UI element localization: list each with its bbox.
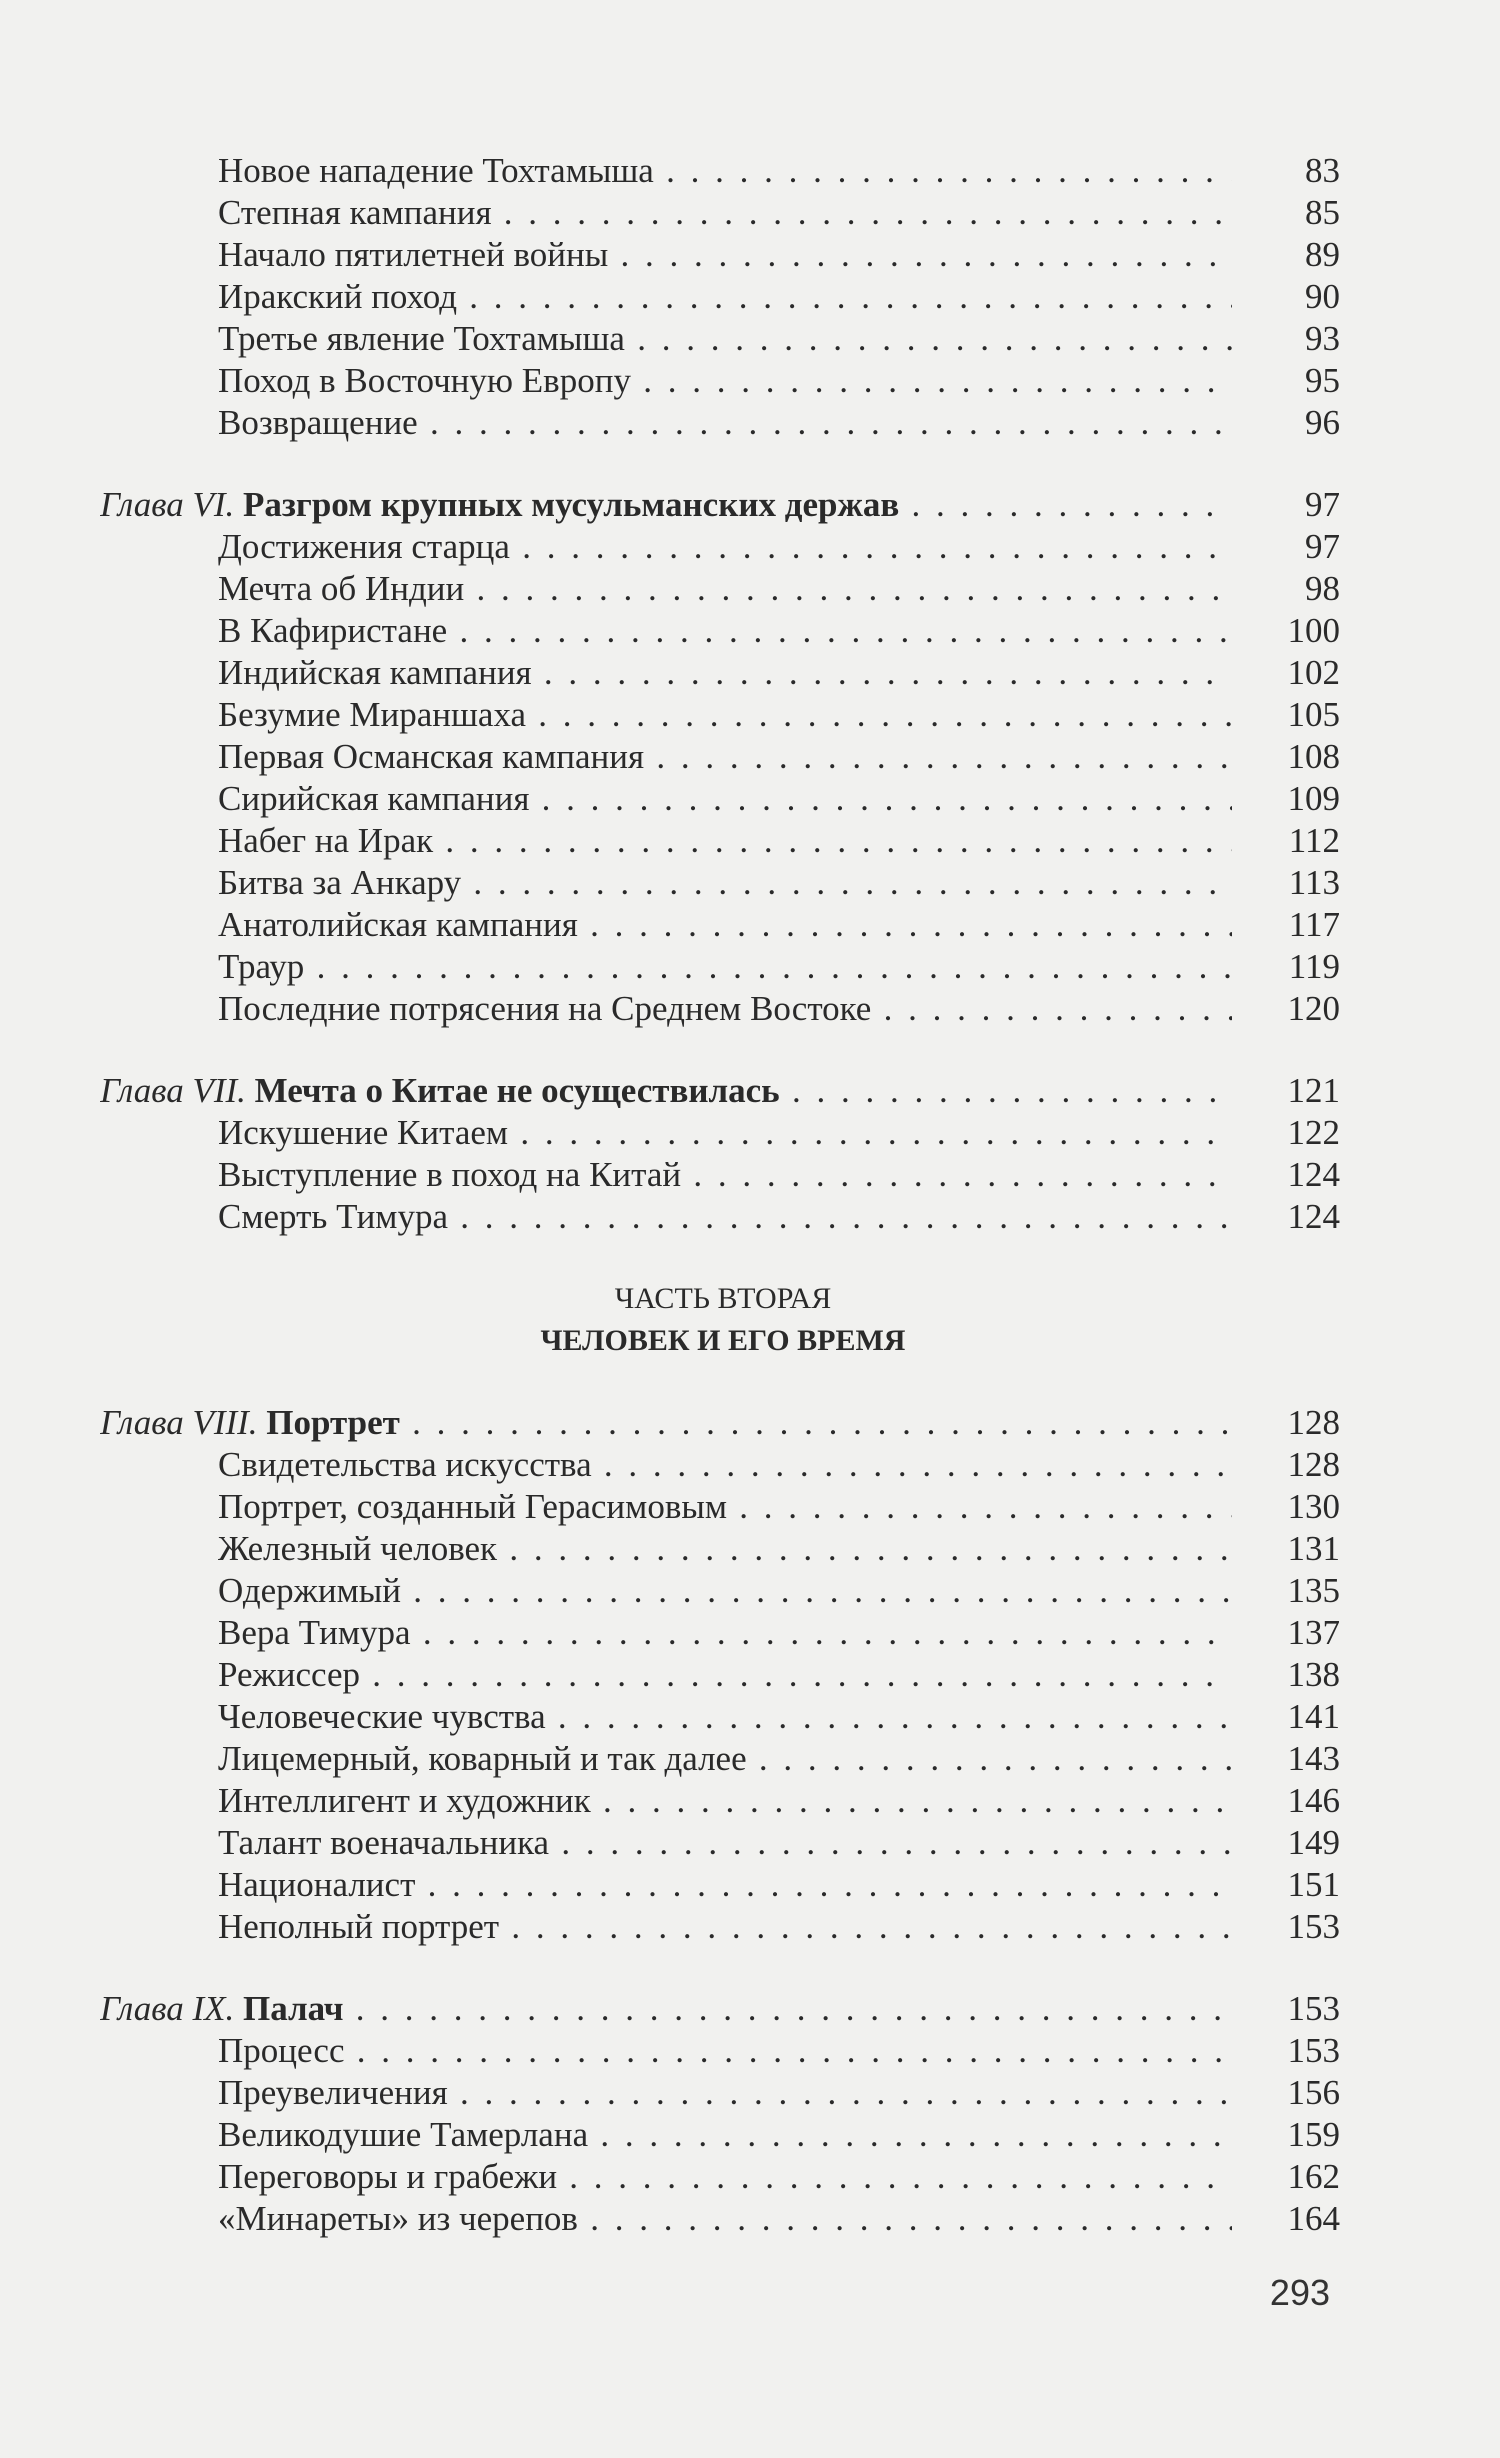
page-number: 119 <box>1288 947 1340 986</box>
chapter-prefix: Глава VII. <box>100 1071 246 1110</box>
page-number: 135 <box>1287 1571 1340 1610</box>
toc-entry <box>100 568 1340 610</box>
entry-title: Искушение Китаем <box>218 1113 509 1152</box>
page-number: 83 <box>1305 151 1340 190</box>
toc-entry <box>100 1654 1340 1696</box>
toc-entry <box>100 1570 1340 1612</box>
toc-entry <box>100 192 1340 234</box>
toc-entry <box>100 1780 1340 1822</box>
entry-title: В Кафиристане <box>218 611 448 650</box>
entry-title: Траур <box>218 947 305 986</box>
entry-title: Иракский поход <box>218 277 458 316</box>
page-number: 95 <box>1305 361 1340 400</box>
toc-entry <box>100 904 1340 946</box>
page-number: 105 <box>1287 695 1340 734</box>
entry-title: Вера Тимура <box>218 1613 411 1652</box>
page-number: 100 <box>1287 611 1340 650</box>
part-title: ЧЕЛОВЕК И ЕГО ВРЕМЯ <box>540 1324 906 1357</box>
entry-title: Железный человек <box>218 1529 498 1568</box>
page-number: 153 <box>1287 1989 1340 2028</box>
entry-title: Талант военачальника <box>218 1823 550 1862</box>
entry-title: Человеческие чувства <box>218 1697 546 1736</box>
page-number: 90 <box>1305 277 1340 316</box>
page-number: 113 <box>1288 863 1340 902</box>
page-number: 156 <box>1287 2073 1340 2112</box>
toc-entry <box>100 736 1340 778</box>
toc-entry <box>100 1196 1340 1238</box>
page-number: 109 <box>1287 779 1340 818</box>
toc-entry <box>100 2114 1340 2156</box>
entry-title: Индийская кампания <box>218 653 532 692</box>
entry-title: Набег на Ирак <box>218 821 434 860</box>
toc-entry <box>100 2072 1340 2114</box>
toc-entry <box>100 1906 1340 1948</box>
toc-entry <box>100 2030 1340 2072</box>
page-number: 98 <box>1305 569 1340 608</box>
page-number: 131 <box>1287 1529 1340 1568</box>
page-number: 117 <box>1288 905 1340 944</box>
page-number: 93 <box>1305 319 1340 358</box>
part-label: ЧАСТЬ ВТОРАЯ <box>614 1282 832 1315</box>
chapter-prefix: Глава IX. <box>100 1989 235 2028</box>
chapter-heading <box>100 1070 1340 1112</box>
page-number: 128 <box>1287 1445 1340 1484</box>
page-number: 153 <box>1287 2031 1340 2070</box>
page-folio: 293 <box>1269 2272 1330 2313</box>
entry-title: Режиссер <box>218 1655 360 1694</box>
page-number: 108 <box>1287 737 1340 776</box>
entry-title: Переговоры и грабежи <box>218 2157 558 2196</box>
chapter-title: Разгром крупных мусульманских держав <box>242 485 900 524</box>
entry-title: Одержимый <box>218 1571 401 1610</box>
page-number: 112 <box>1288 821 1340 860</box>
toc-group <box>100 150 1340 444</box>
chapter-title: Палач <box>242 1989 344 2028</box>
toc-entry <box>100 402 1340 444</box>
entry-title: Великодушие Тамерлана <box>218 2115 589 2154</box>
page-number: 97 <box>1305 527 1340 566</box>
chapter-heading <box>100 1988 1340 2030</box>
page-number: 89 <box>1305 235 1340 274</box>
chapter-prefix: Глава VI. <box>100 485 235 524</box>
page-number: 146 <box>1287 1781 1340 1820</box>
entry-title: Степная кампания <box>218 193 492 232</box>
toc-entry <box>100 150 1340 192</box>
entry-title: Безумие Мираншаха <box>218 695 527 734</box>
page-number: 137 <box>1287 1613 1340 1652</box>
chapter-title: Портрет <box>266 1403 400 1442</box>
page-number: 151 <box>1287 1865 1340 1904</box>
toc-entry <box>100 526 1340 568</box>
table-of-contents <box>100 150 1340 2240</box>
entry-title: Интеллигент и художник <box>218 1781 591 1820</box>
entry-title: Смерть Тимура <box>218 1197 448 1236</box>
entry-title: Процесс <box>218 2031 345 2070</box>
toc-group <box>100 2030 1340 2240</box>
page-number: 102 <box>1287 653 1340 692</box>
toc-group <box>100 1112 1340 1238</box>
toc-entry <box>100 1486 1340 1528</box>
toc-entry <box>100 652 1340 694</box>
toc-entry <box>100 1612 1340 1654</box>
entry-title: Портрет, созданный Герасимовым <box>218 1487 728 1526</box>
toc-entry <box>100 1738 1340 1780</box>
toc-entry <box>100 946 1340 988</box>
chapter-prefix: Глава VIII. <box>100 1403 258 1442</box>
toc-entry <box>100 1822 1340 1864</box>
page-number: 138 <box>1287 1655 1340 1694</box>
toc-entry <box>100 1444 1340 1486</box>
toc-entry <box>100 778 1340 820</box>
toc-entry <box>100 820 1340 862</box>
toc-entry <box>100 2198 1340 2240</box>
chapter-heading <box>100 484 1340 526</box>
page-number: 128 <box>1287 1403 1340 1442</box>
page-number: 85 <box>1305 193 1340 232</box>
entry-title: Националист <box>218 1865 416 1904</box>
toc-entry <box>100 610 1340 652</box>
page-number: 159 <box>1287 2115 1340 2154</box>
toc-entry <box>100 988 1340 1030</box>
entry-title: Выступление в поход на Китай <box>218 1155 682 1194</box>
page-number: 122 <box>1287 1113 1340 1152</box>
entry-title: Начало пятилетней войны <box>218 235 609 274</box>
page-number: 164 <box>1287 2199 1340 2238</box>
page-number: 143 <box>1287 1739 1340 1778</box>
entry-title: Возвращение <box>218 403 418 442</box>
page-number: 97 <box>1305 485 1340 524</box>
entry-title: «Минареты» из черепов <box>218 2199 578 2238</box>
toc-entry <box>100 1864 1340 1906</box>
toc-entry <box>100 234 1340 276</box>
entry-title: Поход в Восточную Европу <box>218 361 631 400</box>
page-number: 149 <box>1287 1823 1340 1862</box>
entry-title: Битва за Анкару <box>218 863 462 902</box>
page-number: 130 <box>1287 1487 1340 1526</box>
entry-title: Преувеличения <box>218 2073 448 2112</box>
toc-entry <box>100 1154 1340 1196</box>
page-number: 162 <box>1287 2157 1340 2196</box>
entry-title: Новое нападение Тохтамыша <box>218 151 654 190</box>
page-number: 121 <box>1287 1071 1340 1110</box>
page-number: 120 <box>1287 989 1340 1028</box>
page-number: 124 <box>1287 1197 1340 1236</box>
toc-entry <box>100 862 1340 904</box>
entry-title: Сирийская кампания <box>218 779 530 818</box>
toc-group <box>100 1444 1340 1948</box>
toc-entry <box>100 1112 1340 1154</box>
toc-entry <box>100 318 1340 360</box>
entry-title: Достижения старца <box>218 527 510 566</box>
chapter-title: Мечта о Китае не осуществилась <box>254 1071 780 1110</box>
page-number: 153 <box>1287 1907 1340 1946</box>
entry-title: Первая Османская кампания <box>218 737 645 776</box>
entry-title: Неполный портрет <box>218 1907 500 1946</box>
toc-entry <box>100 2156 1340 2198</box>
page-number: 141 <box>1287 1697 1340 1736</box>
entry-title: Анатолийская кампания <box>218 905 578 944</box>
entry-title: Лицемерный, коварный и так далее <box>218 1739 747 1778</box>
entry-title: Свидетельства искусства <box>218 1445 592 1484</box>
entry-title: Последние потрясения на Среднем Востоке <box>218 989 872 1028</box>
toc-entry <box>100 360 1340 402</box>
toc-entry <box>100 1696 1340 1738</box>
toc-entry <box>100 276 1340 318</box>
entry-title: Мечта об Индии <box>218 569 465 608</box>
page-number: 124 <box>1287 1155 1340 1194</box>
toc-group <box>100 526 1340 1030</box>
entry-title: Третье явление Тохтамыша <box>218 319 625 358</box>
toc-entry <box>100 1528 1340 1570</box>
chapter-heading <box>100 1402 1340 1444</box>
toc-entry <box>100 694 1340 736</box>
page-number: 96 <box>1305 403 1340 442</box>
